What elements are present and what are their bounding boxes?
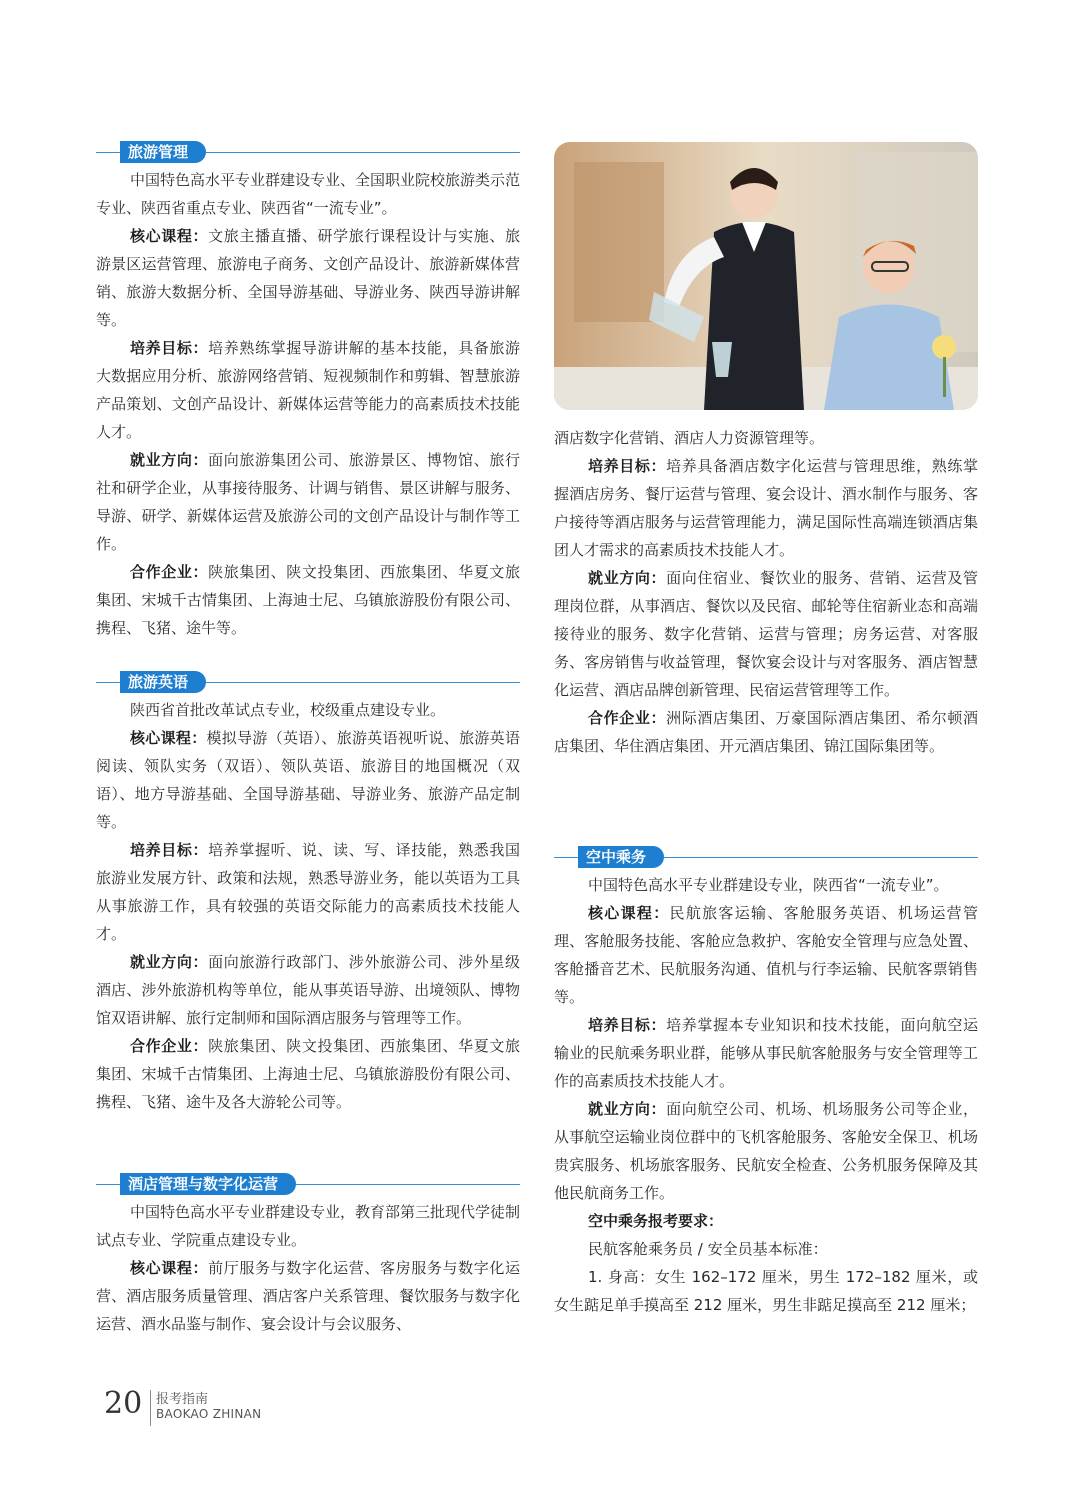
page-number: 20	[104, 1386, 143, 1421]
section-title: 酒店管理与数字化运营	[120, 1173, 296, 1195]
paragraph-goal: 培养目标：培养熟练掌握导游讲解的基本技能，具备旅游大数据应用分析、旅游网络营销、短视频制作和剪辑、智慧旅游产品策划、文创产品设计、新媒体运营等能力的高素质技术技能人才。	[96, 339, 520, 441]
paragraph-requirements-subtitle: 民航客舱乘务员 / 安全员基本标准：	[588, 1240, 828, 1258]
section-body-tourism-management	[96, 166, 520, 642]
footer-divider	[150, 1390, 151, 1426]
section-header-flight-attendant	[554, 846, 978, 870]
paragraph-job: 就业方向：面向航空公司、机场、机场服务公司等企业，从事航空运输业岗位群中的飞机客舱服务、客舱安全保卫、机场贵宾服务、机场旅客服务、民航安全检查、公务机服务保障及其他民航商务工作。	[554, 1100, 978, 1202]
paragraph-partner: 合作企业：陕旅集团、陕文投集团、西旅集团、华夏文旅集团、宋城千古情集团、上海迪士尼、乌镇旅游股份有限公司、携程、飞猪、途牛及各大游轮公司等。	[96, 1037, 520, 1111]
section-body-flight-attendant	[554, 871, 978, 1319]
paragraph-partner: 合作企业：洲际酒店集团、万豪国际酒店集团、希尔顿酒店集团、华住酒店集团、开元酒店集团、锦江国际集团等。	[554, 709, 978, 755]
section-title: 空中乘务	[578, 846, 664, 868]
paragraph-partner: 合作企业：陕旅集团、陕文投集团、西旅集团、华夏文旅集团、宋城千古情集团、上海迪士尼、乌镇旅游股份有限公司、携程、飞猪、途牛等。	[96, 563, 520, 637]
hotel-service-photo	[554, 142, 978, 410]
publication-title-en: BAOKAO ZHINAN	[156, 1407, 262, 1421]
publication-title-zh: 报考指南	[156, 1392, 209, 1407]
paragraph-intro: 中国特色高水平专业群建设专业，教育部第三批现代学徒制试点专业、学院重点建设专业。	[96, 1203, 521, 1249]
section-body-hotel-management	[96, 1198, 520, 1338]
paragraph-courses: 核心课程：文旅主播直播、研学旅行课程设计与实施、旅游景区运营管理、旅游电子商务、文创产品设计、旅游新媒体营销、旅游大数据分析、全国导游基础、导游业务、陕西导游讲解等。	[96, 227, 520, 329]
paragraph-intro: 中国特色高水平专业群建设专业、全国职业院校旅游类示范专业、陕西省重点专业、陕西省“一流专业”。	[96, 171, 521, 217]
paragraph-job: 就业方向：面向旅游行政部门、涉外旅游公司、涉外星级酒店、涉外旅游机构等单位，能从事英语导游、出境领队、博物馆双语讲解、旅行定制师和国际酒店服务与管理等工作。	[96, 953, 520, 1027]
section-body-hotel-management-continued	[554, 424, 978, 760]
paragraph-courses: 核心课程：民航旅客运输、客舱服务英语、机场运营管理、客舱服务技能、客舱应急救护、客舱安全管理与应急处置、客舱播音艺术、民航服务沟通、值机与行李运输、民航客票销售等。	[554, 904, 978, 1006]
section-body-tourism-english	[96, 696, 520, 1116]
section-title: 旅游管理	[120, 141, 206, 163]
paragraph-goal: 培养目标：培养具备酒店数字化运营与管理思维，熟练掌握酒店房务、餐厅运营与管理、宴会设计、酒水制作与服务、客户接待等酒店服务与运营管理能力，满足国际性高端连锁酒店集团人才需求的高素质技术技能人才。	[554, 457, 978, 559]
section-header-tourism-management	[96, 141, 520, 165]
paragraph-requirements-title: 空中乘务报考要求：	[588, 1212, 724, 1230]
paragraph-job: 就业方向：面向住宿业、餐饮业的服务、营销、运营及管理岗位群，从事酒店、餐饮以及民宿、邮轮等住宿新业态和高端接待业的服务、数字化营销、运营与管理；房务运营、对客服务、客房销售与收益管理，餐饮宴会设计与对客服务、酒店智慧化运营、酒店品牌创新管理、民宿运营管理等工作。	[554, 569, 978, 699]
paragraph-courses: 核心课程：模拟导游（英语）、旅游英语视听说、旅游英语阅读、领队实务（双语）、领队英语、旅游目的地国概况（双语）、地方导游基础、全国导游基础、导游业务、旅游产品定制等。	[96, 729, 520, 831]
photo-illustration	[554, 142, 978, 410]
paragraph-goal: 培养目标：培养掌握听、说、读、写、译技能，熟悉我国旅游业发展方针、政策和法规，熟悉导游业务，能以英语为工具从事旅游工作，具有较强的英语交际能力的高素质技术技能人才。	[96, 841, 520, 943]
paragraph-courses: 核心课程：前厅服务与数字化运营、客房服务与数字化运营、酒店服务质量管理、酒店客户关系管理、餐饮服务与数字化运营、酒水品鉴与制作、宴会设计与会议服务、	[96, 1259, 520, 1333]
section-title: 旅游英语	[120, 671, 206, 693]
section-header-tourism-english	[96, 671, 520, 695]
paragraph-requirement-height: 1. 身高：女生 162–172 厘米，男生 172–182 厘米，或女生踮足单手摸高至 212 厘米，男生非踮足摸高至 212 厘米；	[554, 1268, 978, 1314]
paragraph-intro: 中国特色高水平专业群建设专业，陕西省“一流专业”。	[588, 876, 949, 894]
paragraph-job: 就业方向：面向旅游集团公司、旅游景区、博物馆、旅行社和研学企业，从事接待服务、计调与销售、景区讲解与服务、导游、研学、新媒体运营及旅游公司的文创产品设计与制作等工作。	[96, 451, 520, 553]
paragraph-goal: 培养目标：培养掌握本专业知识和技术技能，面向航空运输业的民航乘务职业群，能够从事民航客舱服务与安全管理等工作的高素质技术技能人才。	[554, 1016, 978, 1090]
section-header-hotel-management	[96, 1173, 520, 1197]
paragraph-courses-continued: 酒店数字化营销、酒店人力资源管理等。	[554, 429, 825, 447]
paragraph-intro: 陕西省首批改革试点专业，校级重点建设专业。	[130, 701, 446, 719]
